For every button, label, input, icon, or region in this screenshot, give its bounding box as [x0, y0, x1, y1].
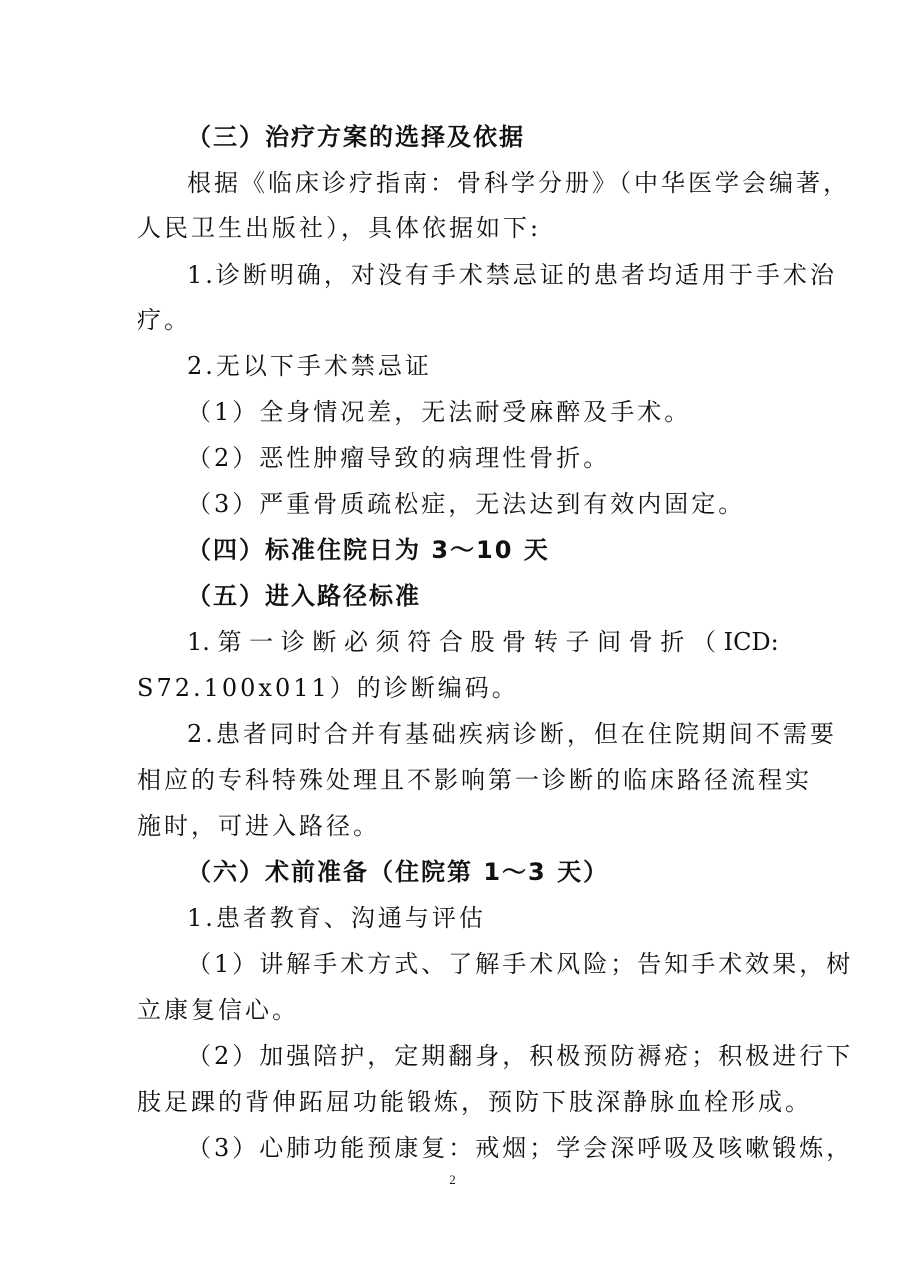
- paragraph-line: S72.100x011）的诊断编码。: [137, 674, 519, 702]
- paragraph-line: 肢足踝的背伸跖屈功能锻炼，预防下肢深静脉血栓形成。: [137, 1088, 812, 1116]
- paragraph-line: 立康复信心。: [137, 996, 299, 1024]
- paragraph-line: 1. 第 一 诊 断 必 须 符 合 股 骨 转 子 间 骨 折 （ ICD:: [187, 628, 779, 656]
- paragraph-line: 1.患者教育、沟通与评估: [187, 904, 486, 932]
- paragraph-line: 人民卫生出版社），具体依据如下:: [137, 214, 542, 242]
- paragraph-line: 根据《临床诊疗指南：骨科学分册》（中华医学会编著，: [187, 169, 850, 197]
- list-item: （3）严重骨质疏松症，无法达到有效内固定。: [187, 490, 746, 518]
- section-heading-3: （三）治疗方案的选择及依据: [187, 123, 525, 151]
- paragraph-line: 2.患者同时合并有基础疾病诊断，但在住院期间不需要: [187, 720, 837, 748]
- section-heading-6: （六）术前准备（住院第 1～3 天）: [187, 858, 610, 886]
- list-item: （2）加强陪护，定期翻身，积极预防褥疮；积极进行下: [187, 1042, 854, 1070]
- paragraph-line: 疗。: [137, 306, 191, 334]
- list-item: （2）恶性肿瘤导致的病理性骨折。: [187, 444, 611, 472]
- section-heading-5: （五）进入路径标准: [187, 582, 421, 610]
- list-item: （1）全身情况差，无法耐受麻醉及手术。: [187, 398, 692, 426]
- section-heading-4: （四）标准住院日为 3～10 天: [187, 536, 550, 564]
- paragraph-line: 相应的专科特殊处理且不影响第一诊断的临床路径流程实: [137, 766, 812, 794]
- paragraph-line: 1.诊断明确，对没有手术禁忌证的患者均适用于手术治: [187, 261, 837, 289]
- list-item: （3）心肺功能预康复：戒烟；学会深呼吸及咳嗽锻炼，: [187, 1134, 854, 1162]
- page-number: 2: [449, 1172, 456, 1187]
- paragraph-line: 2.无以下手术禁忌证: [187, 352, 432, 380]
- paragraph-line: 施时，可进入路径。: [137, 812, 380, 840]
- list-item: （1）讲解手术方式、了解手术风险；告知手术效果，树: [187, 950, 854, 978]
